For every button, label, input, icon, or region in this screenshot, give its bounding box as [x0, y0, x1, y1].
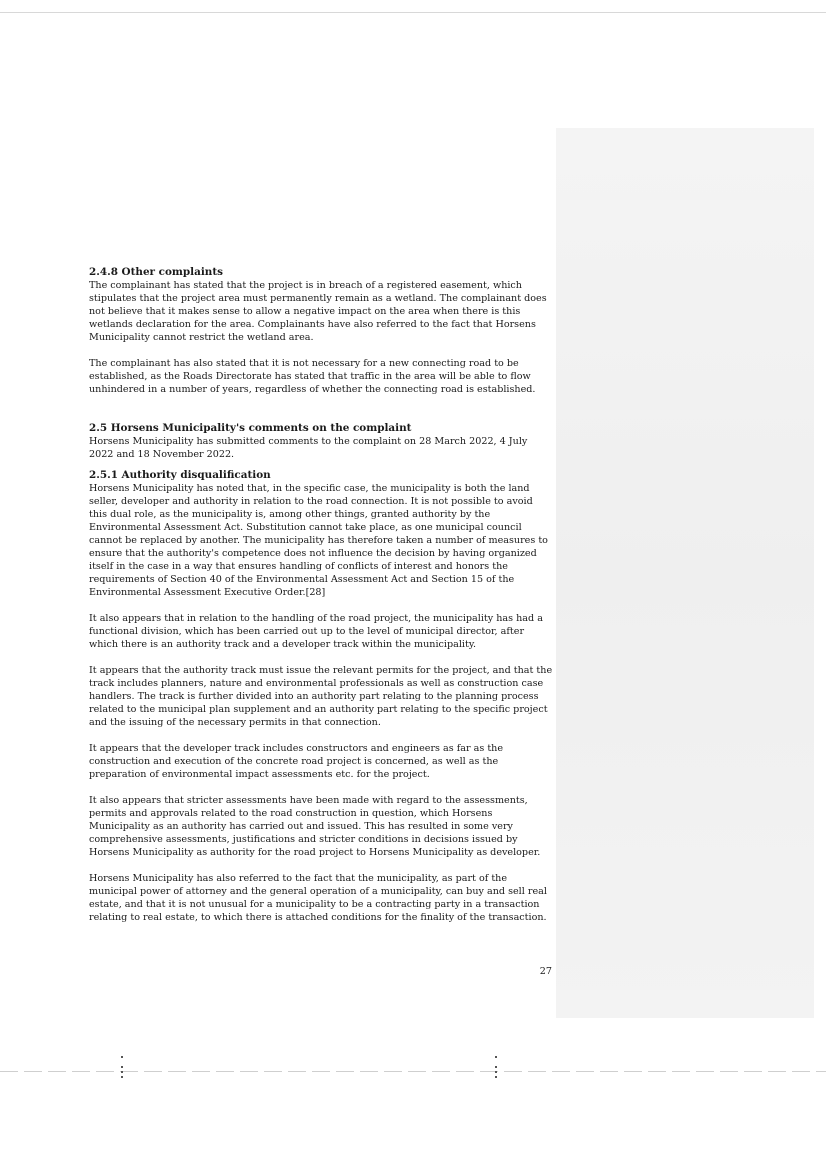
paragraph: It appears that the authority track must issue the relevant permits for the project, and that the track includes planners, nature and environmental professionals as well as construction case handlers. The track is further divided into an authority part relating to the planning process related to the municipal plan supplement and an authority part relating to the specific project and the issuing of the necessary permits in that connection. — [89, 665, 553, 728]
paragraph: Horsens Municipality has submitted comments to the complaint on 28 March 2022, 4 July 2022 and 18 November 2022. — [89, 436, 528, 460]
paragraph: It also appears that in relation to the handling of the road project, the municipality has had a functional division, which has been carried out up to the level of municipal director, after which there is an authority track and a developer track within the municipality. — [89, 613, 543, 650]
page-number: 27 — [539, 966, 552, 977]
paragraph: The complainant has stated that the project is in breach of a registered easement, which stipulates that the project area must permanently remain as a wetland. The complainant does not believe that it makes sense to allow a negative impact on the area when there is this wetlands declaration for the area. Complainants have also referred to the fact that Horsens Municipality cannot restrict the wetland area. — [89, 280, 547, 343]
paragraph: Horsens Municipality has noted that, in the specific case, the municipality is both the land seller, developer and authority in relation to the road connection. It is not possible to avoid this dual role, as the municipality is, among other things, granted authority by the Environmental Assessment Act. Substitution cannot take place, as one municipal council cannot be replaced by another. The municipality has therefore taken a number of measures to ensure that the authority's competence does not influence the decision by having organized itself in the case in a way that ensures handling of conflicts of interest and honors the requirements of Section 40 of the Environmental Assessment Act and Section 15 of the Environmental Assessment Executive Order.[28] — [89, 483, 548, 598]
section-heading-municipality-comments: 2.5 Horsens Municipality's comments on the complaint — [89, 422, 412, 434]
section-heading-other-complaints: 2.4.8 Other complaints — [89, 266, 223, 278]
scan-mark — [120, 1056, 124, 1080]
paragraph: It also appears that stricter assessments have been made with regard to the assessments, permits and approvals related to the road construction in question, which Horsens Municipality as an authority has carried out and issued. This has resulted in some very comprehensive assessments, justifications and stricter conditions in decisions issued by Horsens Municipality as authority for the road project to Horsens Municipality as developer. — [89, 795, 541, 858]
top-scan-rule — [0, 12, 826, 13]
margin-shade — [556, 128, 814, 1018]
paragraph: Horsens Municipality has also referred to the fact that the municipality, as part of the municipal power of attorney and the general operation of a municipality, can buy and sell real estate, and that it is not unusual for a municipality to be a contracting party in a transaction relating to real estate, to which there is attached conditions for the finality of the transaction. — [89, 873, 547, 923]
paragraph: The complainant has also stated that it is not necessary for a new connecting road to be established, as the Roads Directorate has stated that traffic in the area will be able to flow unhindered in a number of years, regardless of whether the connecting road is established. — [89, 358, 536, 395]
paragraph: It appears that the developer track includes constructors and engineers as far as the construction and execution of the concrete road project is concerned, as well as the preparation of environmental impact assessments etc. for the project. — [89, 743, 504, 780]
scan-mark — [494, 1056, 498, 1080]
document-body — [89, 266, 553, 924]
section-heading-authority-disqualification: 2.5.1 Authority disqualification — [89, 469, 271, 481]
